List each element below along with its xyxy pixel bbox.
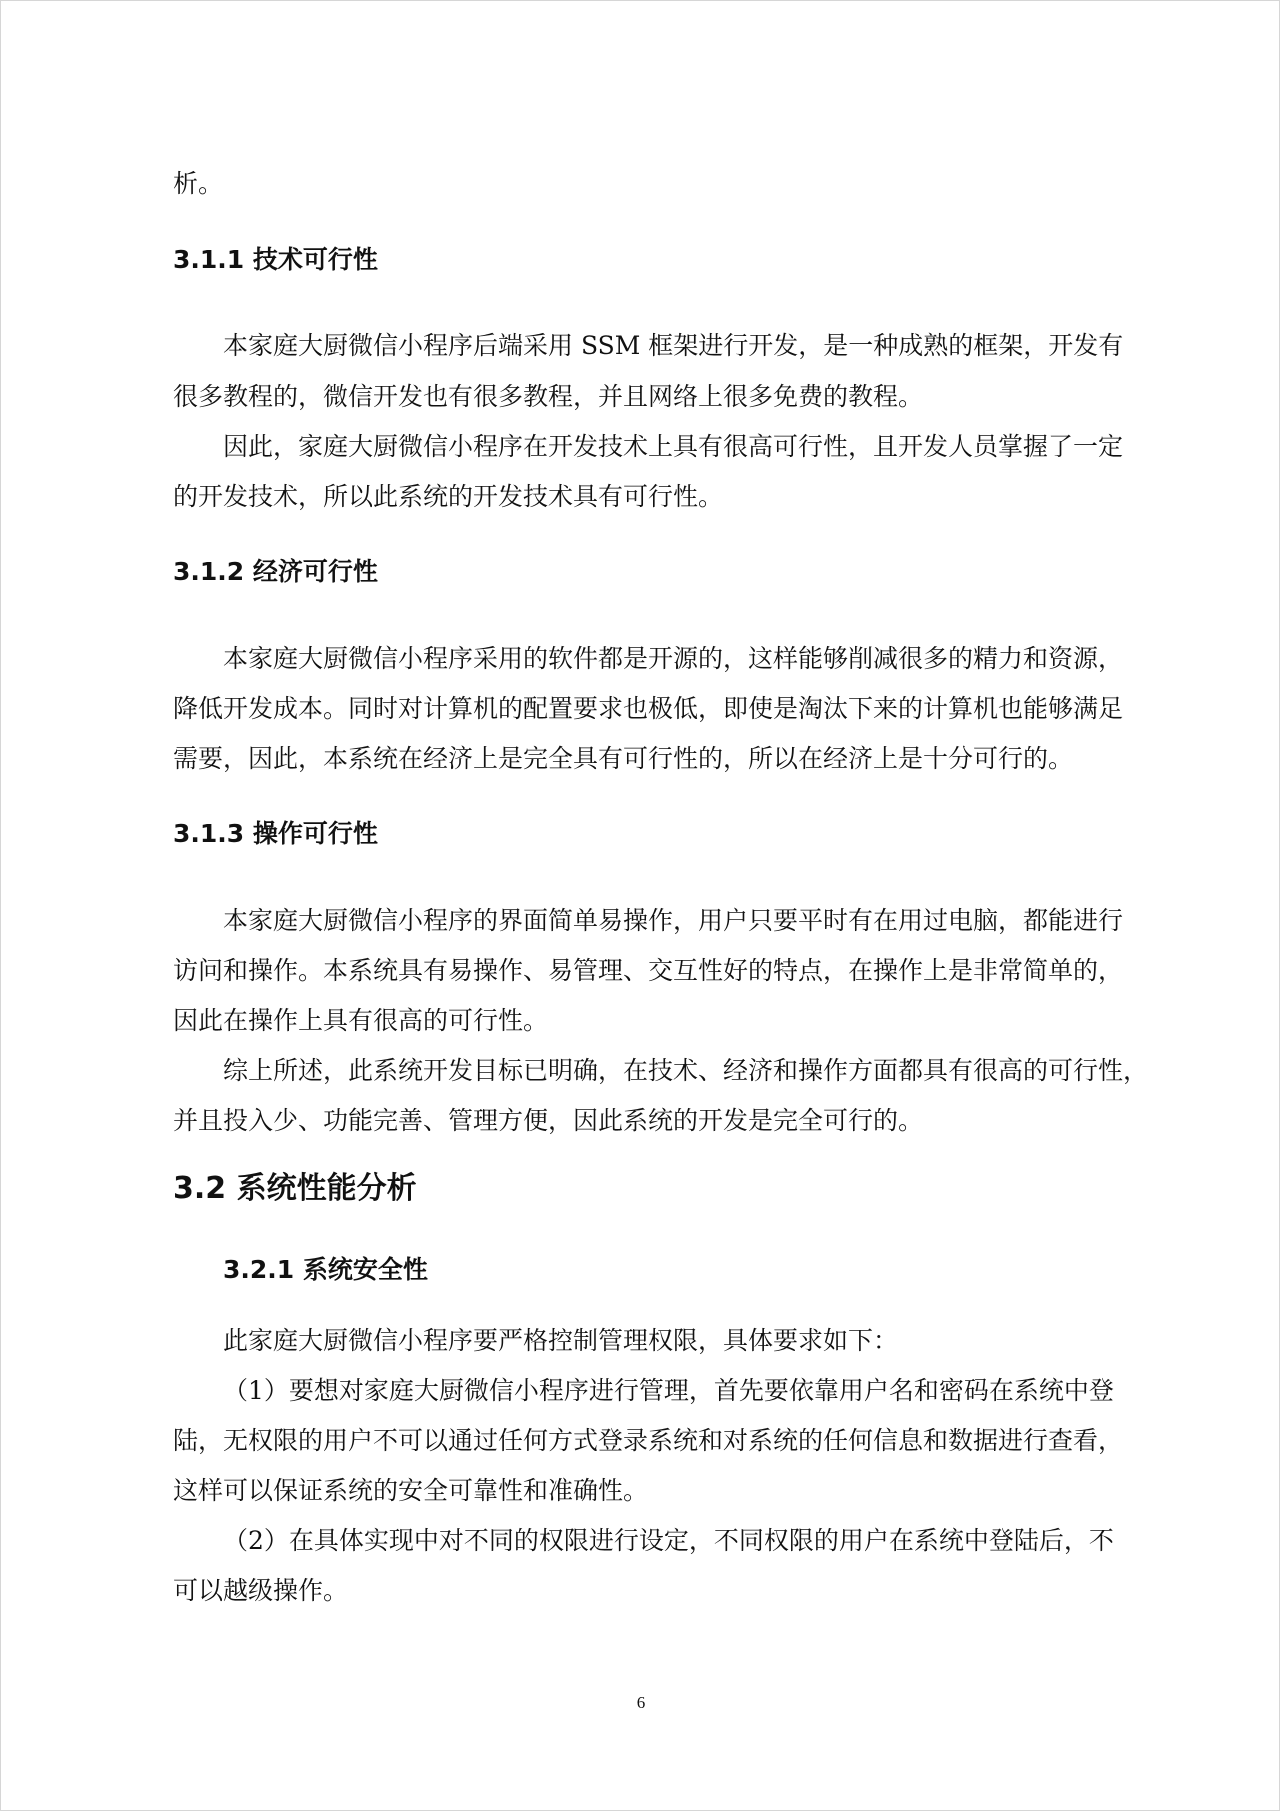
paragraph-line: 陆，无权限的用户不可以通过任何方式登录系统和对系统的任何信息和数据进行查看， — [173, 1426, 1124, 1455]
heading-3-2: 3.2 系统性能分析 — [173, 1171, 417, 1206]
heading-3-2-1: 3.2.1 系统安全性 — [223, 1255, 428, 1284]
paragraph-line: 降低开发成本。同时对计算机的配置要求也极低，即使是淘汰下来的计算机也能够满足 — [173, 694, 1124, 723]
paragraph-line: 访问和操作。本系统具有易操作、易管理、交互性好的特点，在操作上是非常简单的， — [173, 956, 1124, 985]
paragraph-line: 因此，家庭大厨微信小程序在开发技术上具有很高可行性，且开发人员掌握了一定 — [223, 432, 1124, 461]
paragraph-line: 这样可以保证系统的安全可靠性和准确性。 — [173, 1476, 649, 1505]
paragraph-line: 本家庭大厨微信小程序采用的软件都是开源的，这样能够削减很多的精力和资源， — [223, 644, 1124, 673]
paragraph-line: 因此在操作上具有很高的可行性。 — [173, 1006, 549, 1035]
paragraph-line: 综上所述，此系统开发目标已明确，在技术、经济和操作方面都具有很高的可行性， — [223, 1056, 1149, 1085]
heading-3-1-1: 3.1.1 技术可行性 — [173, 245, 378, 274]
paragraph-line: 很多教程的，微信开发也有很多教程，并且网络上很多免费的教程。 — [173, 382, 924, 411]
paragraph-line: 并且投入少、功能完善、管理方便，因此系统的开发是完全可行的。 — [173, 1106, 924, 1135]
paragraph-line: 此家庭大厨微信小程序要严格控制管理权限，具体要求如下： — [223, 1326, 899, 1355]
paragraph-line: 本家庭大厨微信小程序的界面简单易操作，用户只要平时有在用过电脑，都能进行 — [223, 906, 1124, 935]
heading-3-1-3: 3.1.3 操作可行性 — [173, 819, 378, 848]
paragraph-line: 析。 — [173, 169, 224, 198]
heading-3-1-2: 3.1.2 经济可行性 — [173, 557, 378, 586]
paragraph-line: 需要，因此，本系统在经济上是完全具有可行性的，所以在经济上是十分可行的。 — [173, 744, 1074, 773]
page-number: 6 — [636, 1693, 646, 1712]
paragraph-line: 本家庭大厨微信小程序后端采用 SSM 框架进行开发，是一种成熟的框架，开发有 — [223, 331, 1124, 360]
paragraph-line: 可以越级操作。 — [173, 1576, 349, 1605]
paragraph-line: 的开发技术，所以此系统的开发技术具有可行性。 — [173, 482, 724, 511]
paragraph-line: （2）在具体实现中对不同的权限进行设定，不同权限的用户在系统中登陆后，不 — [223, 1526, 1114, 1555]
paragraph-line: （1）要想对家庭大厨微信小程序进行管理，首先要依靠用户名和密码在系统中登 — [223, 1376, 1114, 1405]
